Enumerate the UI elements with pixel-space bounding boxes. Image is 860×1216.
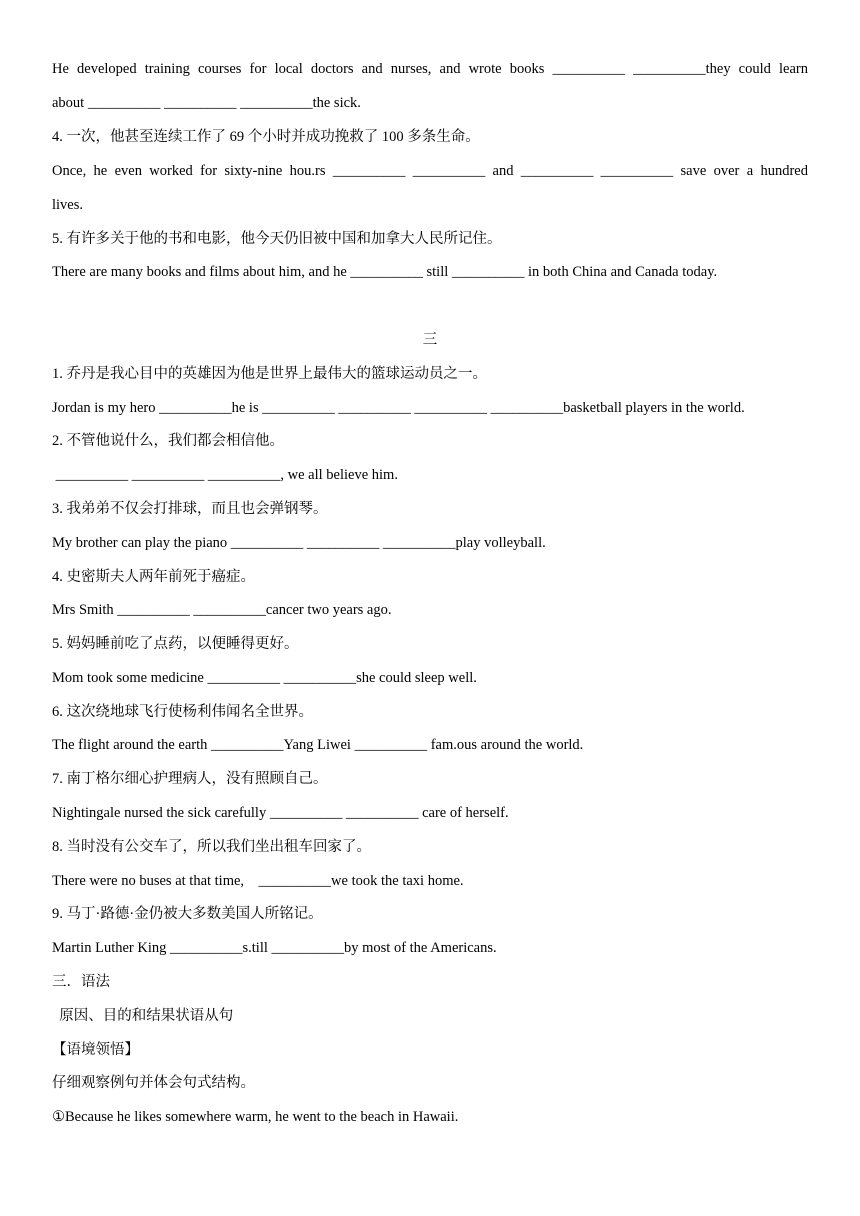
text-line: __________ __________ __________, we all believe him. (52, 467, 398, 483)
text-line: lives. (52, 197, 84, 213)
question-1-chinese: 1. 乔丹是我心目中的英雄因为他是世界上最伟大的篮球运动员之一。 (52, 366, 487, 382)
question-8-chinese: 8. 当时没有公交车了，所以我们坐出租车回家了。 (52, 839, 371, 855)
question-7-chinese: 7. 南丁格尔细心护理病人，没有照顾自己。 (52, 771, 328, 787)
question-4-chinese: 4. 一次，他甚至连续工作了 69 个小时并成功挽救了 100 多条生命。 (52, 129, 480, 145)
grammar-subheading: 原因、目的和结果状语从句 (52, 1008, 234, 1024)
question-6-chinese: 6. 这次绕地球飞行使杨利伟闻名全世界。 (52, 704, 313, 720)
question-3-chinese: 3. 我弟弟不仅会打排球，而且也会弹钢琴。 (52, 501, 328, 517)
instruction-text: 仔细观察例句并体会句式结构。 (52, 1075, 255, 1091)
text-line: There were no buses at that time, __________we took the taxi home. (52, 873, 464, 889)
context-heading: 【语境领悟】 (52, 1042, 139, 1058)
example-sentence: ①Because he likes somewhere warm, he went to the beach in Hawaii. (52, 1109, 459, 1125)
text-line: Martin Luther King __________s.till __________by most of the Americans. (52, 940, 497, 956)
text-line: The flight around the earth __________Yang Liwei __________ fam.ous around the world. (52, 737, 584, 753)
question-9-chinese: 9. 马丁·路德·金仍被大多数美国人所铭记。 (52, 906, 323, 922)
text-line: Mom took some medicine __________ __________she could sleep well. (52, 670, 477, 686)
text-line: Nightingale nursed the sick carefully __________ __________ care of herself. (52, 805, 509, 821)
question-5-chinese: 5. 有许多关于他的书和电影，他今天仍旧被中国和加拿大人民所记住。 (52, 231, 502, 247)
text-line: Once, he even worked for sixty-nine hou.rs __________ __________ and __________ __________ save over a hundred (52, 163, 808, 179)
text-line: Mrs Smith __________ __________cancer two years ago. (52, 602, 392, 618)
text-line: about __________ __________ __________the sick. (52, 95, 361, 111)
text-line: There are many books and films about him, and he __________ still __________ in both China and Canada today. (52, 264, 718, 280)
question-2-chinese: 2. 不管他说什么，我们都会相信他。 (52, 433, 284, 449)
text-line: He developed training courses for local doctors and nurses, and wrote books __________ __________they could learn (52, 61, 808, 77)
grammar-heading: 三．语法 (52, 974, 110, 990)
question-4-chinese: 4. 史密斯夫人两年前死于癌症。 (52, 569, 255, 585)
question-5-chinese: 5. 妈妈睡前吃了点药，以便睡得更好。 (52, 636, 299, 652)
section-heading: 三 (422, 332, 438, 348)
text-line: My brother can play the piano __________ __________ __________play volleyball. (52, 535, 546, 551)
text-line: Jordan is my hero __________he is __________ __________ __________ __________basketball players in the world. (52, 400, 745, 416)
